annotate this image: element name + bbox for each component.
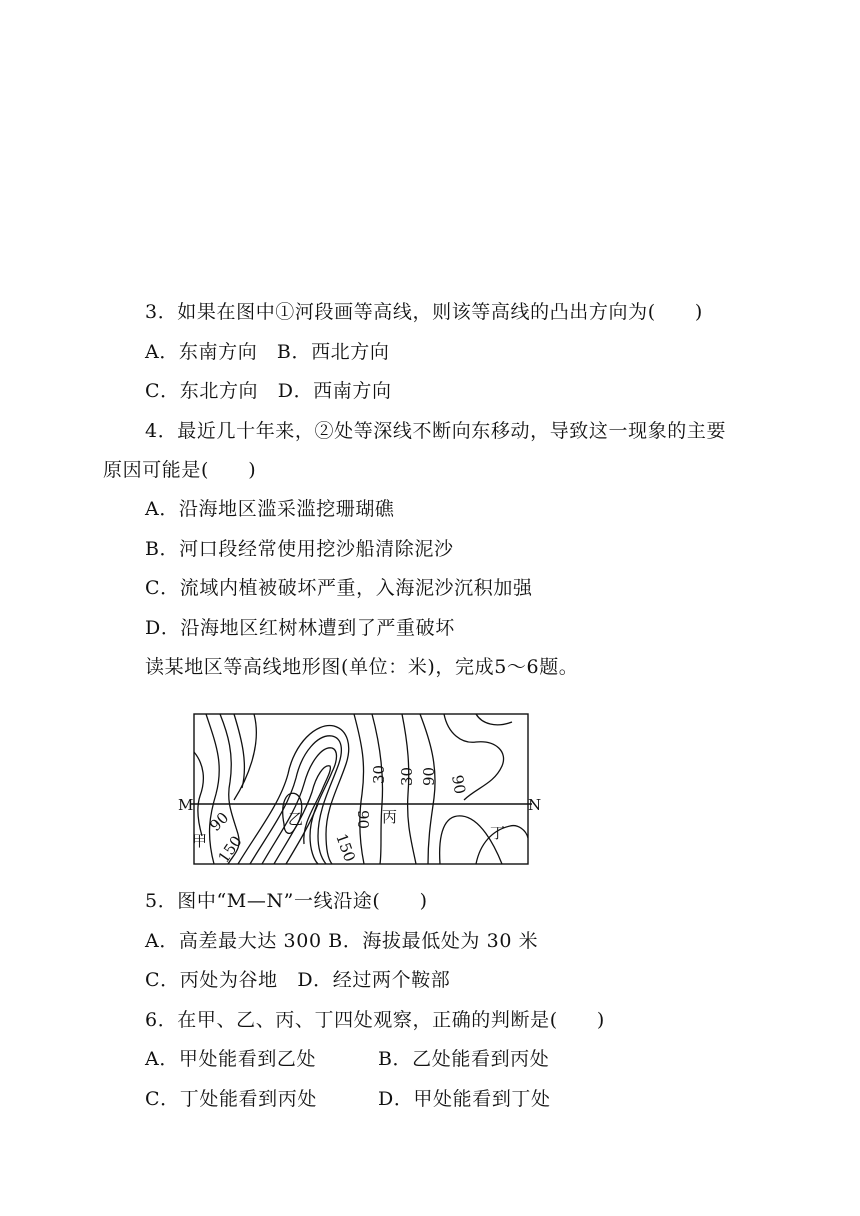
label-n: N <box>528 796 542 814</box>
q6-stem: 6．在甲、乙、丙、丁四处观察，正确的判断是( ) <box>145 1009 605 1031</box>
contour-line <box>372 714 383 864</box>
contour-label-150: 150 <box>332 831 359 865</box>
contour-label-30: 30 <box>398 766 416 786</box>
place-jia: 甲 <box>192 832 208 850</box>
contour-label-90: 90 <box>420 766 438 786</box>
q6-option-c: C．丁处能看到丙处 <box>145 1088 317 1110</box>
contour-label-30: 30 <box>370 764 388 784</box>
contour-line <box>476 714 512 725</box>
q4-option-d: D．沿海地区红树林遭到了严重破坏 <box>145 617 455 639</box>
contour-line <box>354 714 364 864</box>
place-yi: 乙 <box>288 810 304 828</box>
q6-option-d: D．甲处能看到丁处 <box>378 1088 551 1110</box>
place-bing: 丙 <box>382 808 398 826</box>
contour-map <box>176 704 548 876</box>
q3-options-cd: C．东北方向 D．西南方向 <box>145 380 392 402</box>
q6-option-a: A．甲处能看到乙处 <box>145 1048 317 1070</box>
q5-options-ab: A．高差最大达 300 B．海拔最低处为 30 米 <box>145 930 539 952</box>
q4-option-b: B．河口段经常使用挖沙船清除泥沙 <box>145 538 454 560</box>
q4-stem-line2: 原因可能是( ) <box>103 459 257 481</box>
contour-label-150: 150 <box>214 832 246 867</box>
q4-stem-line1: 4．最近几十年来，②处等深线不断向东移动，导致这一现象的主要 <box>145 420 727 442</box>
contour-label-90: 90 <box>206 808 233 835</box>
q3-options-ab: A．东南方向 B．西北方向 <box>145 341 390 363</box>
contour-line <box>238 726 349 864</box>
label-m: M <box>178 796 194 814</box>
q5-options-cd: C．丙处为谷地 D．经过两个鞍部 <box>145 969 451 991</box>
contour-label-90: 90 <box>354 810 372 830</box>
q4-option-c: C．流域内植被破坏严重，入海泥沙沉积加强 <box>145 577 533 599</box>
contour-line <box>206 714 219 864</box>
place-ding: 丁 <box>490 824 506 842</box>
q3-stem: 3．如果在图中①河段画等高线，则该等高线的凸出方向为( ) <box>145 301 703 323</box>
q5-stem: 5．图中“M—N”一线沿途( ) <box>145 890 428 912</box>
contour-line <box>420 714 435 864</box>
contour-line <box>194 752 203 836</box>
contour-line <box>250 736 341 864</box>
q4-option-a: A．沿海地区滥采滥挖珊瑚礁 <box>145 498 395 520</box>
contour-line <box>402 714 416 864</box>
contour-line <box>234 714 244 788</box>
q6-option-b: B．乙处能看到丙处 <box>378 1048 550 1070</box>
map-intro: 读某地区等高线地形图(单位：米)，完成5～6题。 <box>145 656 579 678</box>
contour-label-90: 90 <box>448 773 470 796</box>
